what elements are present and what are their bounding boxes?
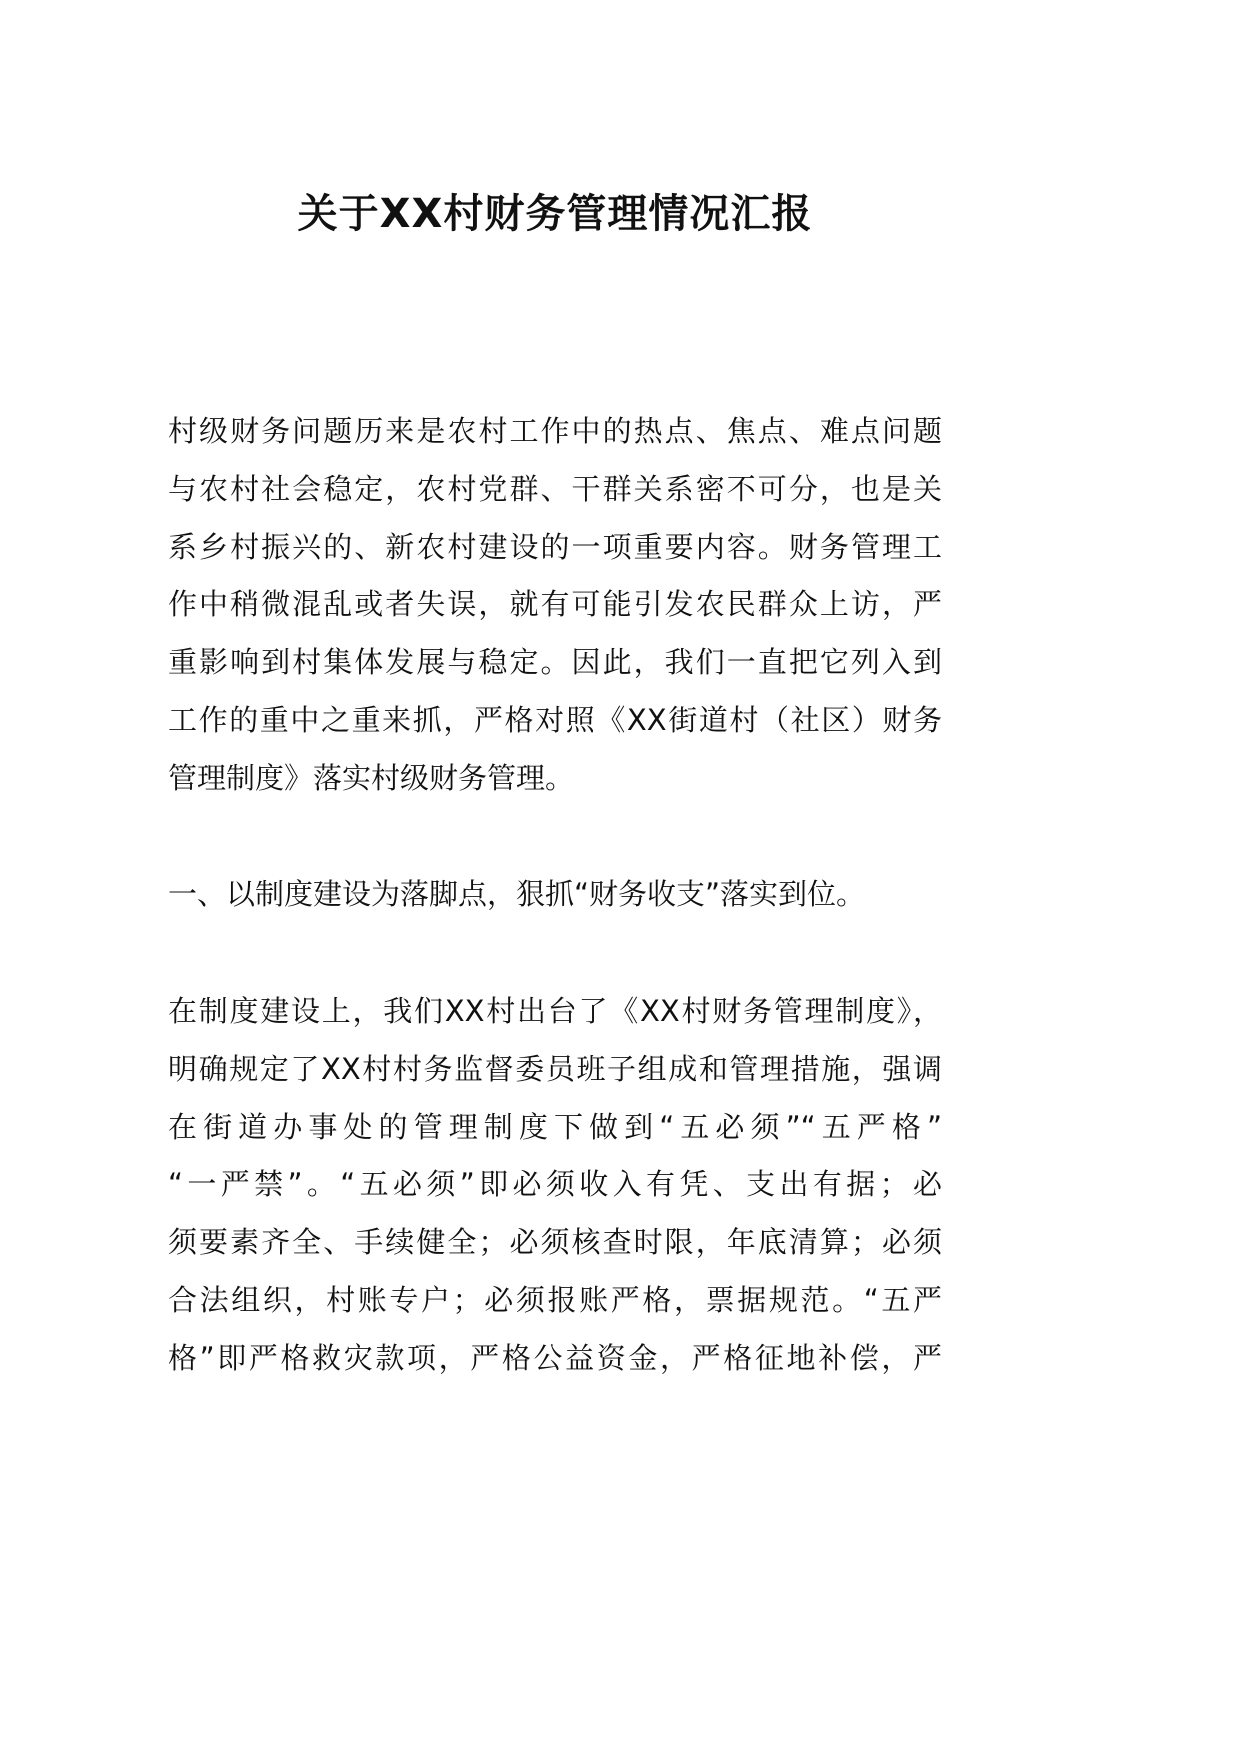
text-line: “一严禁”。“五必须”即必须收入有凭、支出有据；必 xyxy=(168,1167,942,1202)
document-title: 关于XX村财务管理情况汇报 xyxy=(297,191,813,237)
paragraph-system-building xyxy=(168,983,942,1388)
paragraph-intro xyxy=(168,403,942,808)
text-line: 在街道办事处的管理制度下做到“五必须”“五严格” xyxy=(168,1109,942,1144)
heading-text: 一、以制度建设为落脚点，狠抓“财务收支”落实到位。 xyxy=(168,877,866,911)
text-line: 须要素齐全、手续健全；必须核查时限，年底清算；必须 xyxy=(168,1225,942,1260)
text-line: 与农村社会稳定，农村党群、干群关系密不可分，也是关 xyxy=(168,471,942,506)
text-line: 重影响到村集体发展与稳定。因此，我们一直把它列入到 xyxy=(168,645,942,680)
text-line: 作中稍微混乱或者失误，就有可能引发农民群众上访，严 xyxy=(168,587,942,622)
text-line: 管理制度》落实村级财务管理。 xyxy=(168,760,575,795)
text-line: 格”即严格救灾款项，严格公益资金，严格征地补偿，严 xyxy=(168,1340,942,1375)
section-heading xyxy=(168,866,942,924)
text-line: 合法组织，村账专户；必须报账严格，票据规范。“五严 xyxy=(168,1282,942,1317)
text-line: 在制度建设上，我们XX村出台了《XX村财务管理制度》， xyxy=(168,994,942,1028)
text-line: 明确规定了XX村村务监督委员班子组成和管理措施，强调 xyxy=(168,1051,942,1086)
text-line: 系乡村振兴的、新农村建设的一项重要内容。财务管理工 xyxy=(168,529,942,564)
text-line: 工作的重中之重来抓，严格对照《XX街道村（社区）财务 xyxy=(168,702,942,737)
text-line: 村级财务问题历来是农村工作中的热点、焦点、难点问题 xyxy=(168,414,942,448)
